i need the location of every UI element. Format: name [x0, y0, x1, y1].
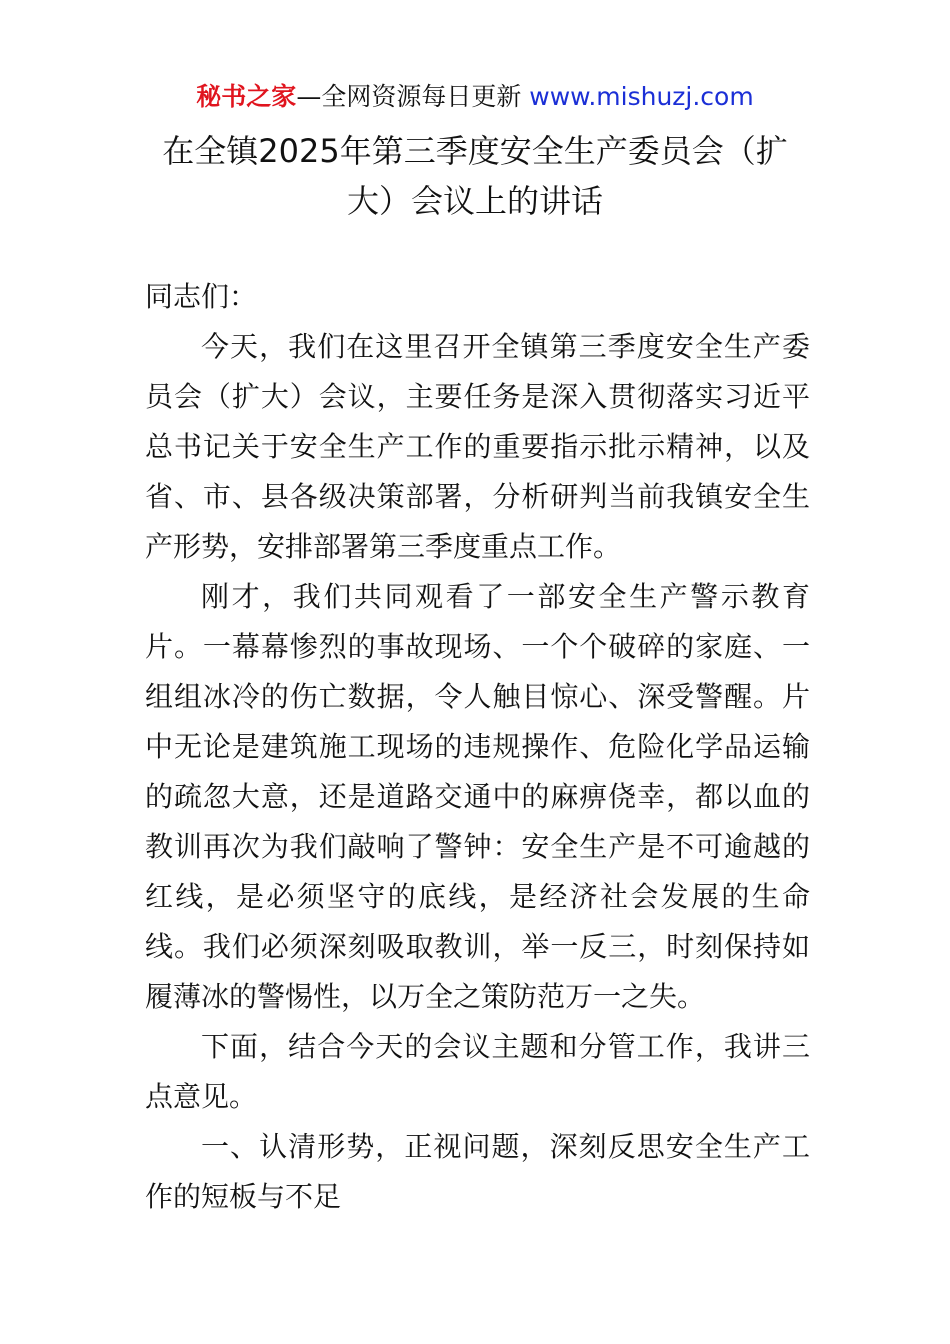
- paragraph-opening: 今天，我们在这里召开全镇第三季度安全生产委员会（扩大）会议，主要任务是深入贯彻落实习近平总书记关于安全生产工作的重要指示批示精神，以及省、市、县各级决策部署，分析研判当前我镇安全生产形势，安排部署第三季度重点工作。: [145, 330, 810, 563]
- site-header: [0, 80, 950, 114]
- document-body: [145, 272, 810, 1222]
- brand-name: 秘书之家: [196, 82, 297, 111]
- site-tagline: —全网资源每日更新: [296, 82, 522, 111]
- salutation: 同志们：: [145, 280, 258, 313]
- paragraph-three-points: 下面，结合今天的会议主题和分管工作，我讲三点意见。: [145, 1030, 810, 1113]
- site-url-link[interactable]: www.mishuzj.com: [529, 82, 754, 111]
- document-title: 在全镇2025年第三季度安全生产委员会（扩大）会议上的讲话: [162, 132, 788, 220]
- paragraph-warning-film: 刚才，我们共同观看了一部安全生产警示教育片。一幕幕惨烈的事故现场、一个个破碎的家庭、一组组冰冷的伤亡数据，令人触目惊心、深受警醒。片中无论是建筑施工现场的违规操作、危险化学品运输的疏忽大意，还是道路交通中的麻痹侥幸，都以血的教训再次为我们敲响了警钟：安全生产是不可逾越的红线，是必须坚守的底线，是经济社会发展的生命线。我们必须深刻吸取教训，举一反三，时刻保持如履薄冰的警惕性，以万全之策防范万一之失。: [145, 580, 810, 1013]
- section-heading-one: 一、认清形势，正视问题，深刻反思安全生产工作的短板与不足: [145, 1130, 810, 1213]
